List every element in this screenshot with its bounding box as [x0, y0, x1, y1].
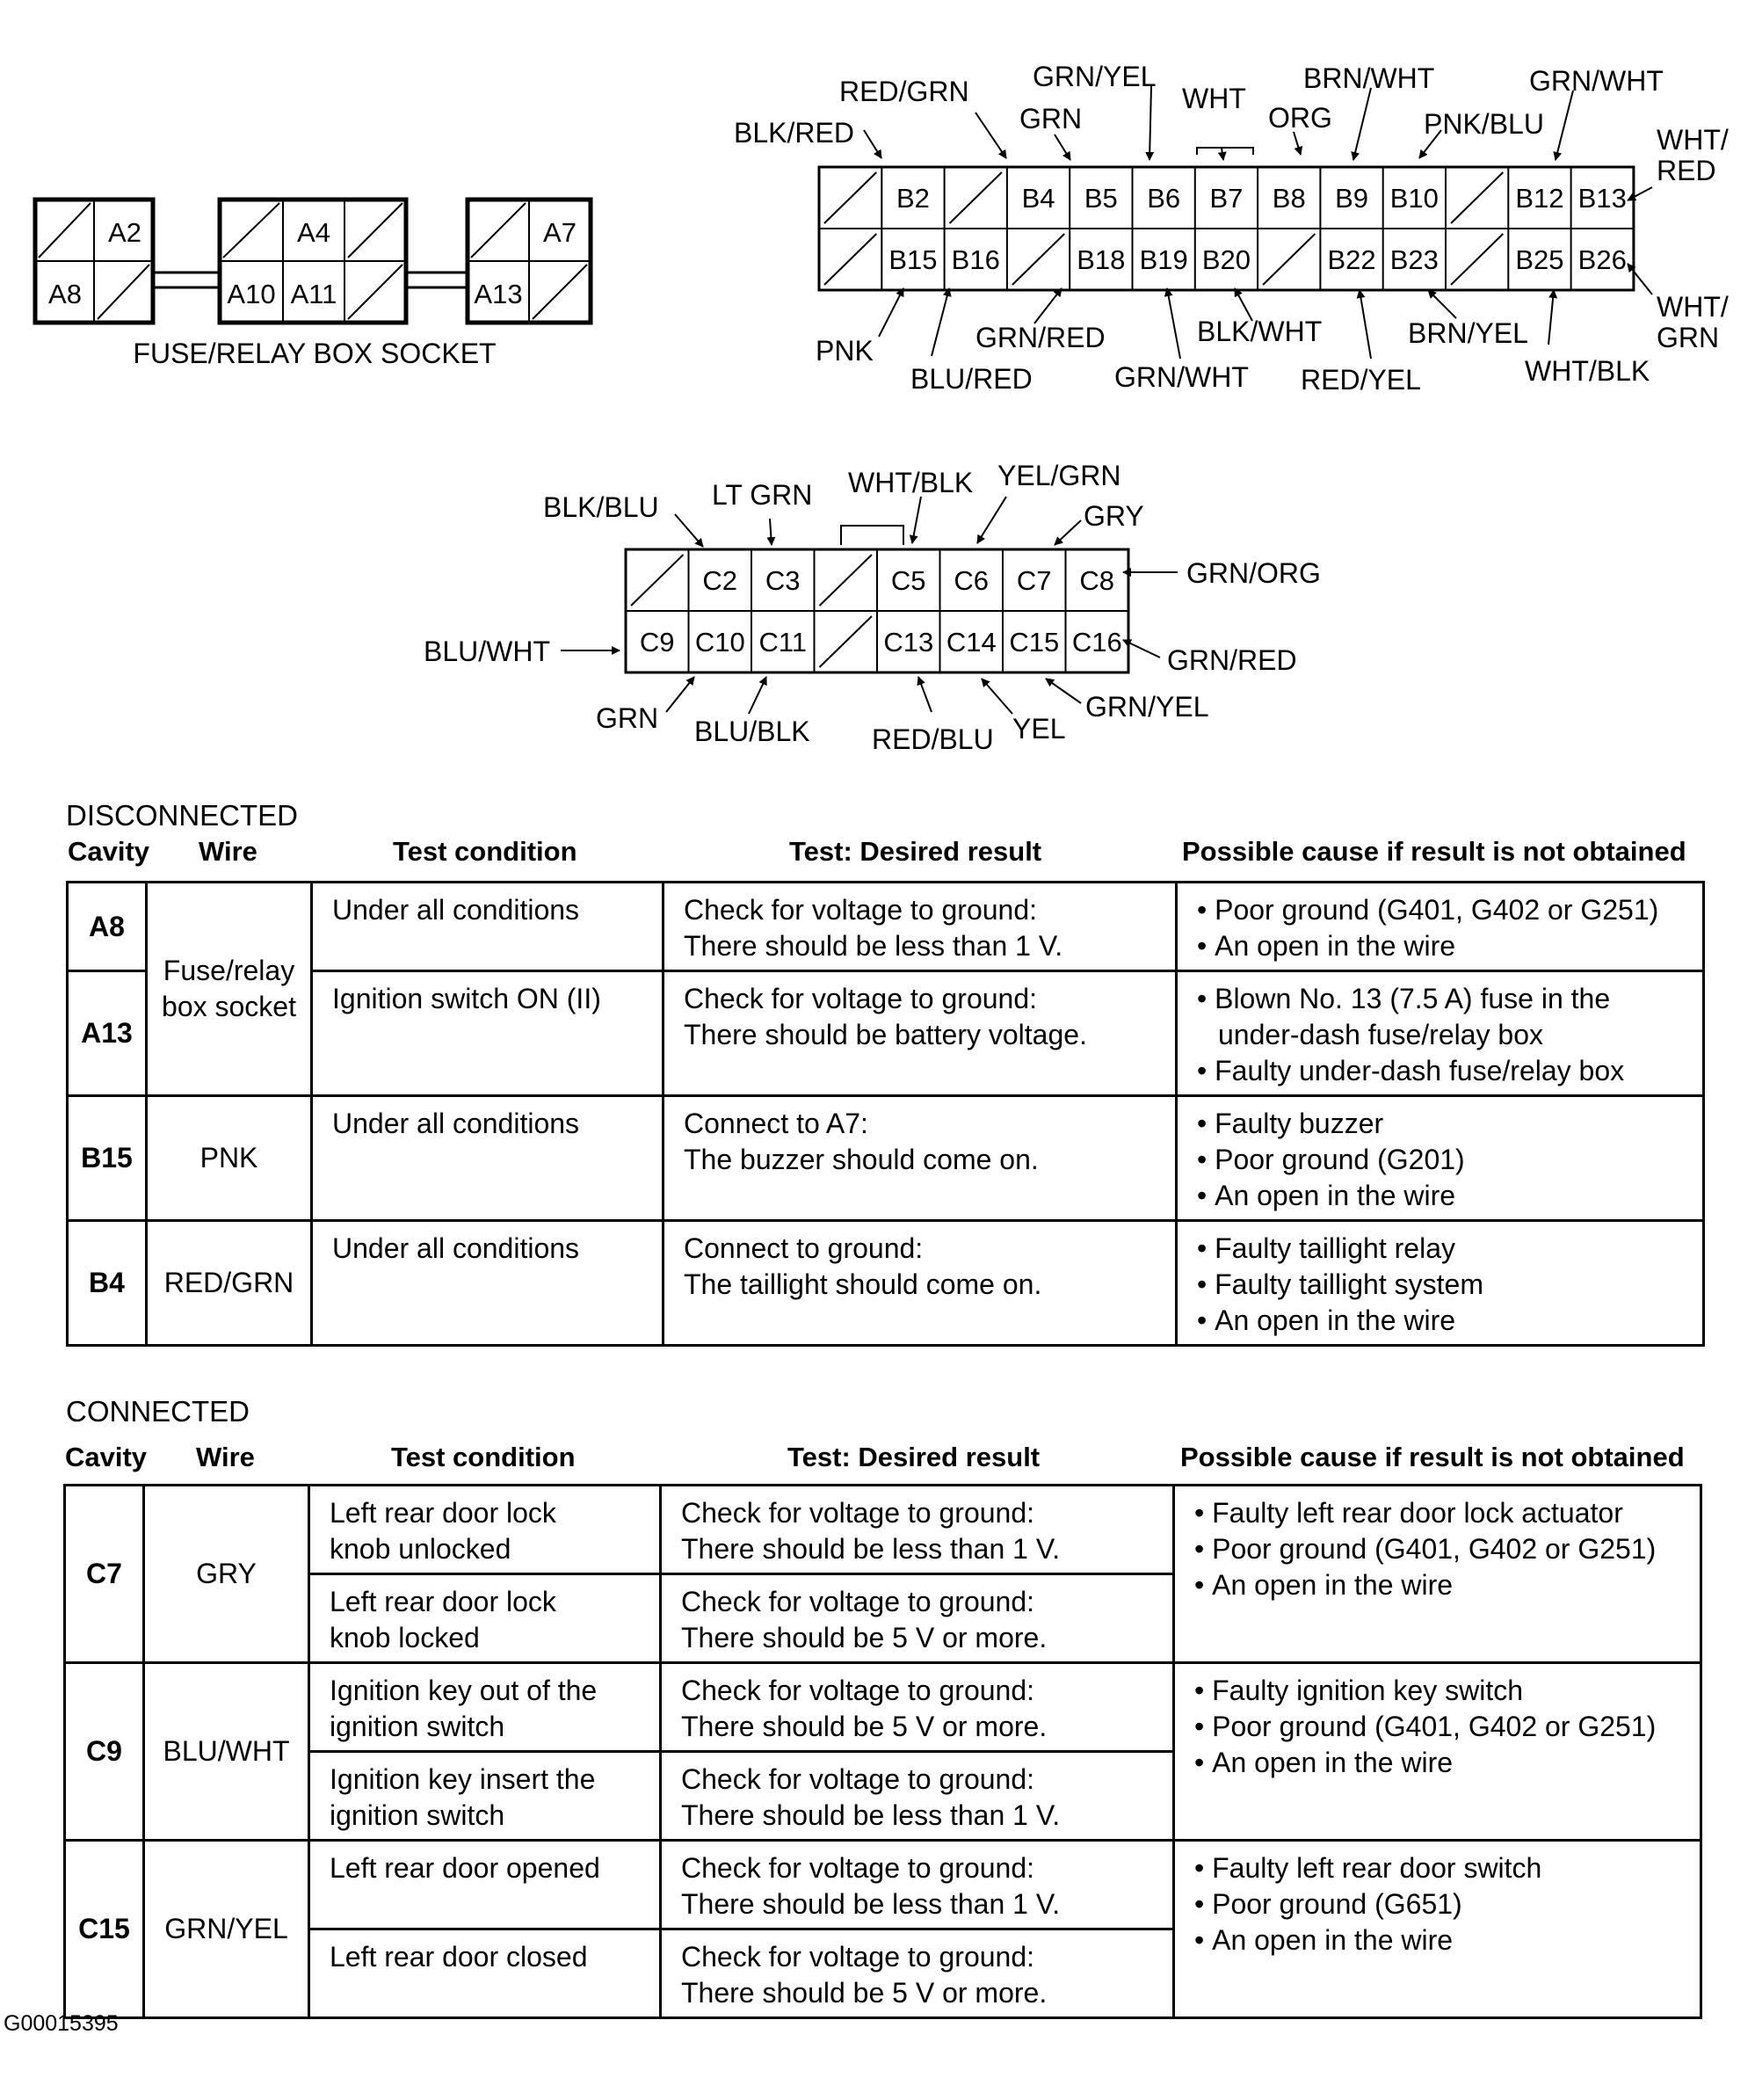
cavity-cell: A8 [68, 883, 147, 971]
cavity-c6: C6 [954, 565, 990, 596]
wire-label-c-grn-red: GRN/RED [1167, 644, 1297, 676]
cavity-a11: A11 [290, 279, 337, 309]
connected-title: CONNECTED [66, 1395, 250, 1428]
wire-label-blu-blk: BLU/BLK [694, 716, 810, 747]
disconnected-title: DISCONNECTED [66, 799, 299, 832]
cavity-c13: C13 [883, 627, 934, 658]
cavity-c3: C3 [765, 565, 801, 596]
figure-code: G00015395 [4, 2011, 119, 2036]
cavity-c7: C7 [1016, 565, 1052, 596]
wire-label-yel: YEL [1012, 713, 1066, 745]
connector-c [626, 549, 1128, 672]
cavity-b20: B20 [1201, 244, 1251, 275]
wire-label-wht-red: WHT/ [1657, 124, 1729, 156]
header-possible-cause: Possible cause if result is not obtained [1182, 836, 1686, 867]
wire-label-grn-wht-top: GRN/WHT [1529, 65, 1664, 97]
cavity-a7: A7 [543, 217, 577, 248]
unused-cavity-slash [1012, 234, 1064, 285]
result-cell: Check for voltage to ground: There should be less than 1 V. [664, 883, 1177, 971]
cause-cell: • Faulty taillight relay • Faulty taillight system • An open in the wire [1177, 1221, 1704, 1346]
wire-label-c-wht-blk: WHT/BLK [848, 467, 974, 498]
cavity-b16: B16 [951, 244, 1000, 275]
cavity-c15: C15 [1009, 627, 1060, 658]
cavity-c9: C9 [639, 627, 675, 658]
condition-cell: Left rear door lock knob unlocked [309, 1486, 661, 1574]
result-cell: Check for voltage to ground: There should be less than 1 V. [661, 1752, 1174, 1841]
unused-cavity-slash [1263, 234, 1315, 285]
table-row [65, 1663, 1701, 1752]
wire-cell: RED/GRN [147, 1221, 312, 1346]
cavity-cell: C15 [65, 1841, 144, 2018]
unused-cavity-slash [1451, 234, 1503, 285]
unused-cavity-slash [631, 555, 684, 606]
cavity-b5: B5 [1084, 183, 1118, 214]
wire-label-red-grn: RED/GRN [839, 76, 969, 107]
wire-label-grn-red: GRN/RED [975, 322, 1106, 353]
connector-b [819, 167, 1634, 290]
cavity-b7: B7 [1209, 183, 1244, 214]
connected-table [63, 1484, 1702, 2019]
result-cell: Check for voltage to ground: There should be 5 V or more. [661, 1929, 1174, 2018]
cavity-c16: C16 [1071, 627, 1122, 658]
fuse-box-caption: FUSE/RELAY BOX SOCKET [133, 338, 497, 369]
condition-cell: Ignition key insert the ignition switch [309, 1752, 661, 1841]
result-cell: Check for voltage to ground: There should be less than 1 V. [661, 1486, 1174, 1574]
cause-cell: • Faulty left rear door switch • Poor ground (G651) • An open in the wire [1174, 1841, 1701, 2018]
cause-cell: • Faulty buzzer • Poor ground (G201) • An open in the wire [1177, 1096, 1704, 1221]
cavity-a8: A8 [48, 279, 82, 309]
unused-cavity-slash [824, 172, 876, 223]
condition-cell: Ignition key out of the ignition switch [309, 1663, 661, 1752]
wire-label-blk-blu: BLK/BLU [543, 491, 659, 523]
result-cell: Connect to ground: The taillight should come on. [664, 1221, 1177, 1346]
table-row [65, 1841, 1701, 1929]
condition-cell: Under all conditions [312, 883, 664, 971]
cavity-cell: B15 [68, 1096, 147, 1221]
cavity-c2: C2 [702, 565, 738, 596]
unused-cavity-slash [824, 234, 876, 285]
wire-label-lt-grn: LT GRN [712, 479, 813, 511]
wire-cell: GRY [144, 1486, 309, 1663]
cavity-b4: B4 [1021, 183, 1055, 214]
wire-label-c-grn-yel: GRN/YEL [1085, 691, 1209, 723]
cavity-a10: A10 [227, 279, 276, 309]
wire-label-wht-grn: WHT/ [1657, 291, 1729, 323]
cavity-a2: A2 [108, 217, 141, 248]
cavity-b18: B18 [1077, 244, 1126, 275]
wire-label-grn-org: GRN/ORG [1186, 557, 1321, 589]
cavity-b19: B19 [1139, 244, 1188, 275]
cavity-c14: C14 [946, 627, 997, 658]
unused-cavity-slash [820, 555, 873, 606]
cavity-b6: B6 [1147, 183, 1181, 214]
condition-cell: Left rear door closed [309, 1929, 661, 2018]
table-row [68, 1221, 1704, 1346]
cavity-b2: B2 [896, 183, 930, 214]
table-row [68, 883, 1704, 971]
header-desired-result: Test: Desired result [789, 836, 1042, 867]
wire-label-blk-red: BLK/RED [734, 117, 854, 149]
cavity-b15: B15 [888, 244, 938, 275]
header-desired-result: Test: Desired result [787, 1442, 1041, 1472]
cavity-cell: C7 [65, 1486, 144, 1663]
cavity-c5: C5 [890, 565, 926, 596]
cause-cell: • Faulty ignition key switch • Poor ground (G401, G402 or G251) • An open in the wire [1174, 1663, 1701, 1841]
cavity-b13: B13 [1577, 183, 1627, 214]
header-test-condition: Test condition [391, 1442, 576, 1472]
connector-diagram [0, 0, 1755, 774]
cavity-cell: C9 [65, 1663, 144, 1841]
unused-cavity-slash [1451, 172, 1503, 223]
cavity-c10: C10 [694, 627, 745, 658]
cavity-b25: B25 [1515, 244, 1564, 275]
cavity-b9: B9 [1335, 183, 1369, 214]
cavity-b12: B12 [1515, 183, 1564, 214]
wire-label-red-blu: RED/BLU [872, 723, 994, 755]
table-row [68, 971, 1704, 1096]
condition-cell: Left rear door lock knob locked [309, 1574, 661, 1663]
wire-label-pnk: PNK [816, 335, 874, 367]
unused-cavity-slash [950, 172, 1002, 223]
header-cavity: Cavity [68, 836, 150, 867]
header-cavity: Cavity [65, 1442, 148, 1472]
wire-label-pnk-blu: PNK/BLU [1424, 108, 1544, 140]
wire-label-org: ORG [1268, 102, 1332, 134]
cavity-c8: C8 [1079, 565, 1115, 596]
cavity-b22: B22 [1327, 244, 1376, 275]
cavity-b26: B26 [1577, 244, 1627, 275]
header-test-condition: Test condition [393, 836, 577, 867]
cavity-b23: B23 [1389, 244, 1439, 275]
table-row [68, 1096, 1704, 1221]
wire-label-yel-grn: YEL/GRN [997, 460, 1121, 491]
result-cell: Check for voltage to ground: There should be battery voltage. [664, 971, 1177, 1096]
wire-label-grn: GRN [1019, 103, 1083, 134]
cavity-cell: A13 [68, 971, 147, 1096]
cavity-b8: B8 [1272, 183, 1306, 214]
result-cell: Check for voltage to ground: There should be 5 V or more. [661, 1574, 1174, 1663]
disconnected-table [66, 881, 1705, 1347]
wire-cell: Fuse/relay box socket [147, 883, 312, 1096]
wire-label-wht-grn-2: GRN [1657, 322, 1720, 353]
wire-label-brn-yel: BRN/YEL [1408, 317, 1528, 349]
wire-label-c-grn: GRN [596, 702, 659, 734]
wire-label-red-yel: RED/YEL [1301, 364, 1421, 396]
wire-label-grn-yel: GRN/YEL [1033, 61, 1157, 92]
header-wire: Wire [196, 1442, 255, 1472]
wire-label-brn-wht: BRN/WHT [1303, 62, 1435, 94]
condition-cell: Left rear door opened [309, 1841, 661, 1929]
cavity-b10: B10 [1389, 183, 1439, 214]
result-cell: Connect to A7: The buzzer should come on. [664, 1096, 1177, 1221]
wire-cell: BLU/WHT [144, 1663, 309, 1841]
cavity-c11: C11 [758, 627, 808, 658]
header-possible-cause: Possible cause if result is not obtained [1180, 1442, 1685, 1472]
condition-cell: Ignition switch ON (II) [312, 971, 664, 1096]
header-wire: Wire [199, 836, 257, 867]
cavity-cell: B4 [68, 1221, 147, 1346]
cause-cell: • Blown No. 13 (7.5 A) fuse in the under-dash fuse/relay box • Faulty under-dash fuse/relay box [1177, 971, 1704, 1096]
cavity-a13: A13 [474, 279, 523, 309]
condition-cell: Under all conditions [312, 1221, 664, 1346]
cavity-a4: A4 [297, 217, 330, 248]
wire-label-blu-red: BLU/RED [910, 363, 1033, 395]
table-row [65, 1486, 1701, 1574]
wire-label-blu-wht: BLU/WHT [424, 636, 550, 667]
wire-label-blk-wht: BLK/WHT [1197, 316, 1323, 347]
wire-label-wht: WHT [1182, 83, 1246, 114]
wire-label-wht-red-2: RED [1657, 155, 1716, 186]
result-cell: Check for voltage to ground: There should be less than 1 V. [661, 1841, 1174, 1929]
wire-label-grn-wht-bot: GRN/WHT [1114, 361, 1249, 393]
wire-label-gry: GRY [1084, 500, 1144, 532]
wire-cell: PNK [147, 1096, 312, 1221]
cause-cell: • Poor ground (G401, G402 or G251) • An open in the wire [1177, 883, 1704, 971]
unused-cavity-slash [820, 616, 873, 667]
cause-cell: • Faulty left rear door lock actuator • Poor ground (G401, G402 or G251) • An open in the wire [1174, 1486, 1701, 1663]
result-cell: Check for voltage to ground: There should be 5 V or more. [661, 1663, 1174, 1752]
condition-cell: Under all conditions [312, 1096, 664, 1221]
wire-label-wht-blk: WHT/BLK [1525, 355, 1650, 387]
wire-cell: GRN/YEL [144, 1841, 309, 2018]
